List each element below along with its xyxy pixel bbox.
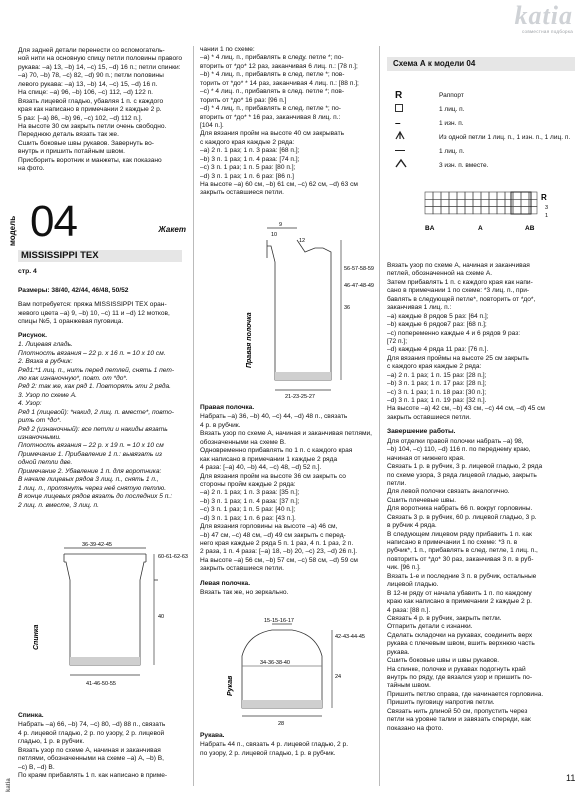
model-name: Жакет (158, 225, 186, 234)
text-line: В 12-м ряду от начала убавить 1 п. по каждому (387, 589, 532, 597)
text-line: Вам потребуется: пряжа MISSISSIPPI TEX оран- (18, 301, 167, 309)
text-line: Пришить пуговицу напротив петли. (387, 699, 495, 707)
text-line: Сделать складочки на рукавах, соединить верх (387, 631, 533, 639)
back-right-dim: 60-61-62-63 (158, 554, 188, 560)
text-line: 1. Лицевая гладь. (18, 341, 73, 349)
chart-cell (433, 199, 441, 206)
back-top-dim: 36-39-42-45 (82, 542, 112, 548)
text-line: петлей, обозначенной на схеме А. (387, 270, 493, 278)
text-line: показано на фото. (387, 724, 444, 732)
chart-cell (481, 199, 489, 206)
text-line: как написано в примечании 1 каждые 2 ряда (200, 455, 338, 463)
text-line: Связать 3 р. в рубчик, 60 р. лицевой гладью, 3 р. (387, 513, 537, 521)
legend-symbol: – (395, 117, 401, 129)
model-label: модель (8, 215, 17, 246)
front-right-dim-2: 46-47-48-49 (344, 283, 374, 289)
text-line: В конце лицевых рядов вязать до последних 5 п.: (18, 493, 173, 501)
chart-cell (457, 207, 465, 214)
text-line: рукава. (387, 648, 410, 656)
text-line: –а) 2 п. 1 раз; 1 п. 15 раз: [28 п.]; (387, 371, 487, 379)
column-1-body (18, 287, 186, 510)
chart-cell (497, 199, 505, 206)
text-line: гладью, 1 р. в рубчик. (18, 738, 85, 746)
back-bottom-dim: 41-46-50-55 (86, 681, 116, 687)
katia-logo (515, 3, 573, 35)
text-line: 2 лиц. п. вместе, 3 лиц. п. (18, 501, 99, 509)
text-line: 3. Узор по схеме А. (18, 391, 77, 399)
text-line: бавлять в следующей петле*, повторить от *до*, (387, 295, 536, 303)
chart-cell (521, 199, 529, 206)
text-line: 4 р. лицевой гладью, 2 р. по узору, 2 р. лицевой (18, 729, 165, 737)
page-number: 11 (566, 773, 576, 783)
chart-cell (441, 207, 449, 214)
text-line: 4 раза: [–а) 40, –b) 44, –c) 48, –d) 52 п.]. (200, 464, 322, 472)
text-line: Плотность вязания – 22 р. х 19 п. = 10 х 10 см (18, 442, 164, 450)
chart-cell (465, 199, 473, 206)
chart-cell (529, 192, 537, 199)
chart-rapport-label: R (541, 193, 547, 202)
text-line: торить от *до* * 14 раз, заканчивая 4 лиц. п.: [88 п.]; (200, 79, 359, 87)
text-line: жевого цвета –а) 9, –b) 10, –c) 11 и –d) 12 мотков, (18, 309, 170, 317)
chart-cell (489, 199, 497, 206)
legend-symbol (395, 104, 439, 117)
chart-label-ba: BA (425, 225, 435, 232)
right-front-heading: Правая полочка. (200, 404, 255, 411)
text-line: –а) * 4 лиц. п., прибавлять в следу. петле *; по- (200, 54, 344, 62)
text-line: Одновременно прибавлять по 1 п. с каждого края (200, 447, 353, 455)
chart-cell (433, 207, 441, 214)
empty-square-icon (395, 104, 403, 112)
legend-text: 1 изн. п. (439, 119, 464, 127)
chart-cell (513, 207, 521, 214)
page-reference: стр. 4 (18, 268, 37, 275)
text-line: Ряд 1 (лицевой): *накид, 2 лиц. п. вместе*, повто- (18, 408, 174, 416)
column-3-body (387, 262, 575, 733)
chart-cell (497, 192, 505, 199)
legend-text: 1 лиц. п. (439, 147, 465, 155)
increase-icon (395, 131, 405, 140)
text-line: –d) 3 п. 1 раз; 1 п. 19 раз: [32 п.]. (387, 397, 487, 404)
text-line: На спинке, полочке и рукавах подогнуть край (387, 665, 526, 673)
chart-cell (481, 192, 489, 199)
front-schematic (205, 218, 375, 400)
back-section-heading: Спинка. (18, 712, 44, 719)
text-line: Отпарить детали с изнанки. (387, 623, 473, 631)
text-line: 4 р. в рубчик. (200, 421, 241, 429)
legend-symbol: R (395, 89, 403, 101)
yarn-brand: MISSISSIPPI TEX (18, 250, 182, 262)
legend-text: 3 изн. п. вместе. (439, 161, 489, 169)
text-line: –c) 3 п. 1 раз; 1 п. 5 раз: [80 п.]; (200, 164, 296, 172)
text-line: лю как изнаночную*, повт. от *до*. (18, 374, 128, 382)
text-line: петли на уровне талии и завязать спереди, как (387, 716, 531, 724)
text-line: 4 раза: [88 п.]. (387, 606, 431, 614)
text-line: Присборить воротник и манжеты, как показано (18, 156, 162, 164)
legend-text: Раппорт (439, 91, 464, 99)
text-line: 2 раза, 1 п. 4 раза: [–а) 18, –b) 20, –c) 23, –d) 26 п.]. (200, 548, 358, 556)
chart-cell (425, 207, 433, 214)
chart-cell (465, 207, 473, 214)
footer-brand: katia (6, 778, 12, 792)
text-line: Вязать лицевой гладью, убавляя 1 п. с каждого (18, 97, 164, 105)
legend-row (395, 159, 575, 173)
legend-symbol (395, 146, 439, 159)
text-line: Ряд1:*1 лиц. п., нить перед петлей, снять 1 пет- (18, 366, 175, 374)
text-line: –d) каждые 4 ряда 11 раз: [76 п.]. (387, 346, 489, 354)
text-line: ной нити на основную спицу петли половины правого (18, 55, 183, 63)
chart-cell (529, 199, 537, 206)
text-line: заканчивая 1 лиц. п.: (387, 304, 452, 312)
column-divider (379, 46, 380, 786)
chart-cell (457, 199, 465, 206)
text-line: В начале лицевых рядов 3 лиц. п., снять 1 п., (18, 476, 159, 484)
text-line: петли. (387, 479, 407, 487)
sleeves-heading: Рукава. (200, 732, 225, 739)
text-line: внутрь и пришить потайным швом. (18, 148, 125, 156)
chart-cell (457, 192, 465, 199)
legend-row (395, 89, 575, 103)
text-line: Связать 4 р. в рубчик, закрыть петли. (387, 614, 502, 622)
text-line: Ряд 2 (изнаночный): все петли и накиды вязать (18, 425, 168, 433)
schema-legend (395, 89, 575, 173)
chart-cell (473, 207, 481, 214)
column-2-text (200, 46, 370, 198)
legend-symbol (395, 131, 439, 145)
text-line: Сшить боковые швы и швы рукавов. (387, 657, 500, 665)
text-line: –c) 3 п. 1 раз; 1 п. 18 раз: [30 п.]; (387, 388, 487, 396)
text-line: по схеме узора, 3 ряда лицевой гладью, закрыть (387, 471, 537, 479)
chart-cell (473, 192, 481, 199)
text-line: –b) 104, –c) 110, –d) 116 п. по переднему краю, (387, 446, 531, 454)
text-line: Для левой полочки связать аналогично. (387, 488, 510, 496)
column-divider (193, 46, 194, 786)
text-line: на фото. (18, 165, 45, 173)
legend-symbol (395, 159, 439, 173)
text-line: края как написано в примечании 2 каждые 2 р. (18, 106, 162, 114)
text-line: написано в примечании 1 по схеме: *3 п. в (387, 539, 518, 546)
model-header (8, 198, 186, 258)
text-line: –а) 2 п. 1 раз; 1 п. 3 раза: [35 п.]; (200, 489, 300, 497)
sleeve-right-dim-2: 24 (335, 674, 342, 680)
text-line: На высоте –а) 42 см, –b) 43 см, –c) 44 см, –d) 45 см (387, 405, 545, 413)
chart-cell (473, 199, 481, 206)
model-number: 04 (30, 197, 77, 246)
text-line: внутрь по ряду, где вязался узор и пришить по- (387, 674, 533, 681)
chart-cell (425, 199, 433, 206)
text-line: вторить от *до* 12 раз, заканчивая 6 лиц. п.: [78 п.]; (200, 62, 358, 70)
chart-cell (433, 192, 441, 199)
text-line: –c) * 4 лиц. п., прибавлять в след. петле *; пов- (200, 88, 345, 96)
chart-row-1: 1 (545, 213, 549, 219)
text-line: изнаночными. (18, 434, 61, 441)
text-line: левого рукава: –а) 13, –b) 14, –c) 15, –d) 16 п. (18, 80, 158, 88)
back-schematic (18, 540, 188, 700)
dash-icon (395, 150, 405, 151)
text-line: Набрать 44 п., связать 4 р. лицевой гладью, 2 р. (200, 741, 349, 749)
front-dim-10: 10 (271, 232, 278, 238)
materials (18, 301, 186, 326)
text-line: –b) 3 п. 1 раз; 1 п. 17 раз: [28 п.]; (387, 380, 487, 388)
chart-cell (465, 192, 473, 199)
chart-cell (441, 192, 449, 199)
text-line: обозначенными на схеме В. (200, 438, 286, 446)
text-line: одной петли две. (18, 459, 73, 467)
text-line: вторить от *до* * 16 раз, заканчивая 8 лиц. п.: (200, 113, 341, 121)
text-line: Переднюю деталь вязать так же. (18, 131, 119, 139)
legend-row (395, 103, 575, 117)
text-line: На высоте –а) 60 см, –b) 61 см, –c) 62 см, –d) 63 см (200, 181, 358, 188)
text-line: Для вязания пройм на высоте 36 см закрыть со (200, 472, 346, 480)
text-line: –b) 3 п. 1 раз; 1 п. 4 раза: [74 п.]; (200, 155, 300, 163)
text-line: в рубчик 4 ряда. (387, 522, 437, 530)
text-line: –а) 2 п. 1 раз; 1 п. 3 раза: [68 п.]; (200, 147, 300, 155)
back-section-text (18, 721, 186, 780)
chart-cell (449, 199, 457, 206)
text-line: рукава: –а) 13, –b) 14, –c) 15, –d) 16 п.; петли спинки: (18, 63, 181, 71)
sleeves-section (200, 732, 370, 758)
text-line: По краям прибавлять 1 п. как написано в приме- (18, 772, 168, 780)
text-line: закрыть оставшиеся петли. (387, 413, 471, 421)
text-line: –c) 3 п. 1 раз; 1 п. 5 раз: [40 п.]; (200, 506, 296, 514)
sleeve-title: Рукав (227, 675, 234, 696)
back-height-dim: 40 (158, 614, 165, 620)
front-height-dim: 36 (344, 305, 351, 311)
text-line: Вязать узор по схеме А, начиная и заканчивая петлями, (200, 430, 373, 438)
text-line: Связать 1 р. в рубчик, 3 р. лицевой гладью, 2 ряда (387, 463, 543, 471)
legend-row (395, 145, 575, 159)
text-line: На высоте –а) 56 см, –b) 57 см, –c) 58 см, –d) 59 см (200, 556, 358, 564)
decrease-icon (395, 159, 407, 168)
legend-row (395, 131, 575, 145)
schema-instructions (387, 262, 575, 422)
chart-cell (505, 199, 513, 206)
text-line: Ряд 2: так же, как ряд 1. Повторять эти 2 ряда. (18, 383, 171, 391)
finishing-text (387, 438, 575, 733)
text-line: Примечание 1. Прибавление 1 п.: вывязать из (18, 450, 162, 458)
text-line: –d) * 4 лиц. п., прибавлять в след. петле *; по- (200, 105, 341, 113)
text-line: 4. Узор: (18, 400, 42, 408)
chart-cell (513, 192, 521, 199)
legend-text: Из одной петли 1 лиц. п., 1 изн. п., 1 лиц. п. (439, 133, 571, 141)
right-front-text (200, 413, 373, 573)
sizes: Размеры: 38/40, 42/44, 46/48, 50/52 (18, 287, 129, 294)
chart-a (395, 178, 565, 238)
front-dim-12: 12 (299, 238, 306, 244)
text-line: рубчик*, 1 п., прибавлять в след. петле, 1 лиц. п., (387, 547, 538, 555)
text-line: Пришить петлю справа, где начинается горловина. (387, 690, 544, 698)
chart-cell (449, 207, 457, 214)
chart-label-ab: AB (525, 225, 535, 232)
chart-label-a: A (478, 225, 483, 232)
logo-word: katia (514, 1, 573, 30)
legend-row (395, 117, 575, 131)
text-line: чании 1 по схеме: (200, 46, 255, 53)
text-line: торить от *до* 16 раз: [96 п.] (200, 96, 287, 104)
front-right-dim-1: 56-57-58-59 (344, 266, 374, 272)
text-line: Вязать узор по схеме А, начиная и заканчивая (18, 746, 161, 754)
text-line: тайным швом. (387, 682, 431, 690)
text-line: Для вязания горловины на высоте –а) 46 см, (200, 523, 338, 531)
text-line: стороны пройм каждые 2 ряда: (200, 480, 296, 488)
text-line: закрыть оставшиеся петли. (200, 565, 284, 573)
text-line: спицы №5, 1 оранжевая пуговица. (18, 318, 124, 326)
text-line: петлями, обозначенными на схеме –а) A, –b) B, (18, 755, 164, 763)
text-line: –а) каждые 8 рядов 5 раз: [64 п.]; (387, 312, 489, 320)
text-line: Вязать так же, но зеркально. (200, 589, 289, 597)
text-line: –b) 47 см, –c) 48 см, –d) 49 см закрыть с перед- (200, 531, 346, 539)
sleeve-top-dim: 15-15-16-17 (264, 618, 294, 624)
text-line: по узору, 2 р. лицевой гладью, 1 р. в рубчик. (200, 749, 336, 757)
chart-cell (513, 199, 521, 206)
text-line: Для отделки правой полочки набрать –а) 98, (387, 437, 524, 445)
text-line: На высоте 30 см закрыть петли очень свободно. (18, 122, 167, 130)
text-line: [104 п.]. (200, 121, 224, 129)
text-line: Связать нить длиной 50 см, пропустить через (387, 707, 528, 715)
text-line: Плотность вязания – 22 р. х 16 п. = 10 х 10 см. (18, 349, 166, 357)
text-line: 2. Вязка в рубчик: (18, 358, 73, 366)
chart-cell (505, 207, 513, 214)
logo-subtitle: совместная подборка (521, 29, 573, 34)
sleeve-schematic (202, 616, 372, 728)
sleeve-right-dim-1: 42-43-44-45 (335, 634, 365, 640)
left-front-text (200, 589, 370, 597)
text-line: с каждого края каждые 2 ряда: (387, 363, 482, 371)
text-line: –b) каждые 6 рядов7 раз: [68 п.]; (387, 321, 487, 329)
text-line: с каждого края каждые 2 ряда: (200, 138, 295, 146)
sleeves-text (200, 741, 370, 758)
chart-row-3: 3 (545, 205, 549, 211)
chart-cell (505, 192, 513, 199)
chart-cell (489, 207, 497, 214)
front-bottom-dim: 21-23-25-27 (285, 394, 315, 400)
text-line: Для вязания проймы на высоте 25 см закрыть (387, 354, 529, 362)
text-line: В следующем лицевом ряду прибавить 1 п. как (387, 530, 532, 538)
text-line: –а) 70, –b) 78, –c) 82, –d) 90 п.; петли половины (18, 72, 164, 80)
text-line: него края каждые 2 ряда 5 п. 1 раз, 4 п. 1 раз, 2 п. (200, 540, 354, 547)
text-line: 1 лиц. п., протянуть через неё снятую петлю. (18, 484, 167, 492)
intro-text (18, 47, 186, 174)
text-line: Для задней детали перенести со вспомогатель- (18, 47, 165, 54)
text-line: рукава с плечевым швом, вшить верхнюю часть (387, 640, 535, 648)
text-line: повторить от *до* 30 раз, заканчивая 3 п. в руб- (387, 555, 534, 563)
text-line: Сшить плечевые швы. (387, 496, 457, 504)
text-line: Сшить боковые швы рукавов. Завернуть во- (18, 139, 154, 147)
right-front-section (200, 404, 373, 598)
chart-cell (529, 207, 537, 214)
chart-cell (481, 207, 489, 214)
pattern-list (18, 341, 186, 510)
chart-cell (425, 192, 433, 199)
text-line: –b) * 4 лиц. п., прибавлять в след. петле *; пов- (200, 71, 345, 79)
text-line: Набрать –а) 66, –b) 74, –c) 80, –d) 88 п., связать (18, 721, 166, 729)
text-line: начиная от нижнего края. (387, 454, 465, 462)
chart-cell (521, 192, 529, 199)
text-line: сано в примечании 1 по схеме: *3 лиц. п., при- (387, 287, 530, 295)
sleeve-start (18, 712, 186, 781)
schema-title: Схема А к модели 04 (387, 57, 575, 71)
chart-cell (497, 207, 505, 214)
text-line: Вязать узор по схеме А, начиная и заканчивая (387, 262, 530, 269)
text-line: –c) B, –d) B. (18, 763, 55, 771)
chart-cell (521, 207, 529, 214)
text-line: чик. [96 п.]. (387, 564, 421, 572)
text-line: [72 п.]; (387, 337, 408, 345)
text-line: краю как написано в примечании 2 каждые 2 р. (387, 598, 532, 606)
left-front-heading: Левая полочка. (200, 579, 251, 587)
column-1 (18, 47, 186, 174)
text-line: –d) 3 п. 1 раз; 1 п. 6 раз: [86 п.] (200, 172, 294, 180)
text-line: –b) 3 п. 1 раз; 1 п. 4 раза: [37 п.]; (200, 497, 300, 505)
text-line: На спице: –а) 96, –b) 106, –c) 112, –d) 122 п. (18, 89, 153, 97)
chart-cell (441, 199, 449, 206)
sleeve-width-dim: 34-36-38-40 (260, 660, 290, 666)
text-line: –d) 3 п. 1 раз; 1 п. 6 раз: [43 п.]. (200, 514, 296, 522)
pattern-heading: Рисунок. (18, 331, 47, 339)
text-line: Затем прибавлять 1 п. с каждого края как напи- (387, 278, 533, 286)
back-title: Спинка (33, 624, 40, 650)
text-line: Для воротника набрать 66 п. вокруг горловины. (387, 505, 533, 513)
text-line: рить от *до*. (18, 417, 62, 425)
column-2 (200, 46, 370, 198)
legend-text: 1 лиц. п. (439, 105, 465, 113)
text-line: Для вязания пройм на высоте 40 см закрывать (200, 130, 345, 138)
text-line: лицевой гладью. (387, 581, 439, 589)
text-line: Вязать 1-е и последние 3 п. в рубчик, остальные (387, 572, 537, 580)
text-line: Примечание 2. Убавление 1 п. для воротника: (18, 467, 162, 475)
text-line: закрыть оставшиеся петли. (200, 189, 284, 197)
text-line: –c) попеременно каждые 4 и 6 рядов 9 раз: (387, 329, 521, 337)
text-line: Набрать –а) 36, –b) 40, –c) 44, –d) 48 п., связать (200, 413, 348, 421)
front-dim-9: 9 (279, 222, 283, 228)
chart-cell (449, 192, 457, 199)
chart-cell (489, 192, 497, 199)
finishing-heading: Завершение работы. (387, 428, 456, 436)
front-title: Правая полочка (246, 312, 253, 368)
sleeve-bottom-dim: 28 (278, 721, 285, 727)
text-line: 5 раз: [–а) 86, –b) 96, –c) 102, –d) 112 п.]. (18, 114, 143, 122)
